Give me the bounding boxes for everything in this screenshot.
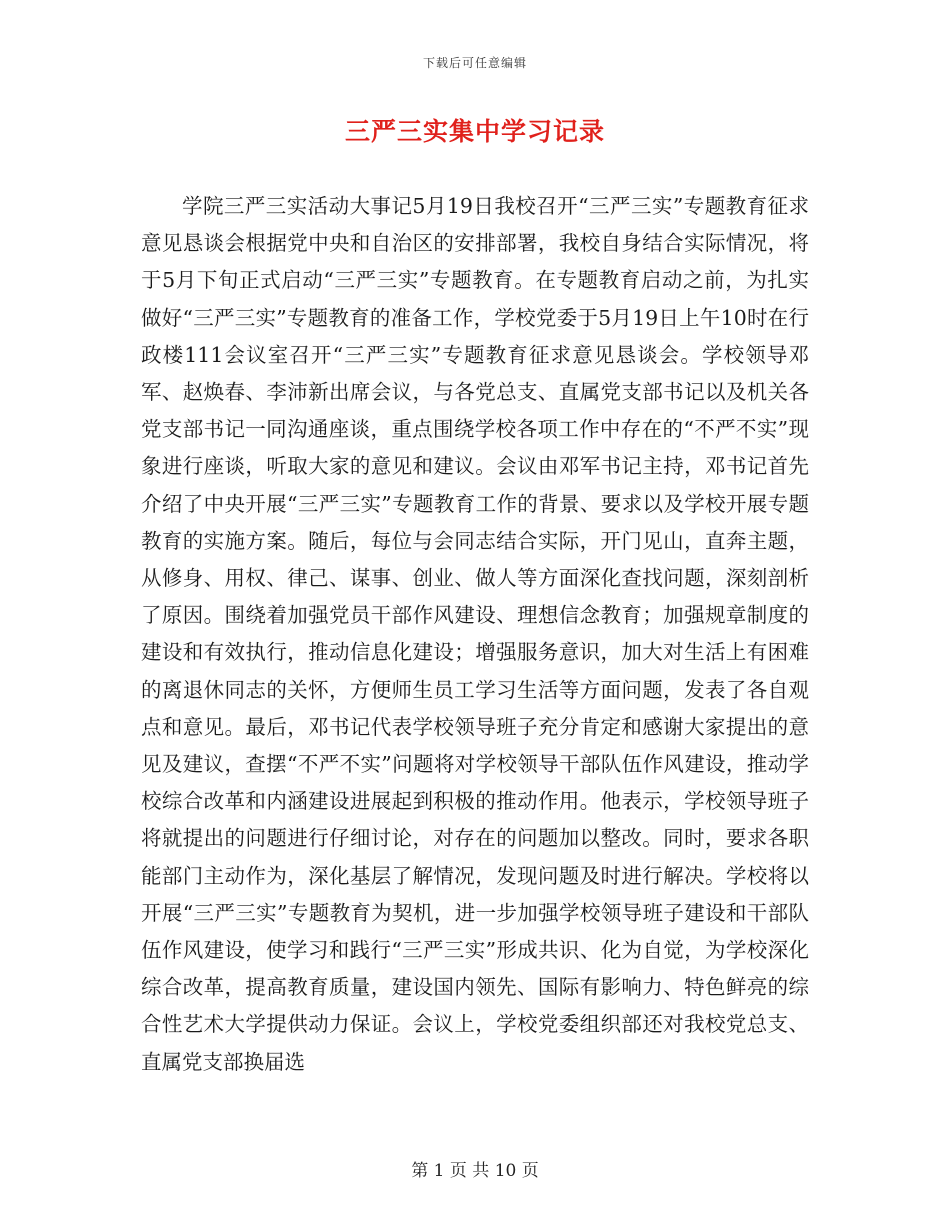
document-title: 三严三实集中学习记录	[344, 117, 605, 146]
body-paragraph: 学院三严三实活动大事记5月19日我校召开“三严三实”专题教育征求意见恳谈会根据党中央和自治区的安排部署，我校自身结合实际情况，将于5月下旬正式启动“三严三实”专题教育。在专题教育启动之前，为扎实做好“三严三实”专题教育的准备工作，学校党委于5月19日上午10时在行政楼111会议室召开“三严三实”专题教育征求意见恳谈会。学校领导邓军、赵焕春、李沛新出席会议，与各党总支、直属党支部书记以及机关各党支部书记一同沟通座谈，重点围绕学校各项工作中存在的“不严不实”现象进行座谈，听取大家的意见和建议。会议由邓军书记主持，邓书记首先介绍了中央开展“三严三实”专题教育工作的背景、要求以及学校开展专题教育的实施方案。随后，每位与会同志结合实际，开门见山，直奔主题，从修身、用权、律己、谋事、创业、做人等方面深化查找问题，深刻剖析了原因。围绕着加强党员干部作风建设、理想信念教育；加强规章制度的建设和有效执行，推动信息化建设；增强服务意识，加大对生活上有困难的离退休同志的关怀，方便师生员工学习生活等方面问题，发表了各自观点和意见。最后，邓书记代表学校领导班子充分肯定和感谢大家提出的意见及建议，查摆“不严不实”问题将对学校领导干部队伍作风建设，推动学校综合改革和内涵建设进展起到积极的推动作用。他表示，学校领导班子将就提出的问题进行仔细讨论，对存在的问题加以整改。同时，要求各职能部门主动作为，深化基层了解情况，发现问题及时进行解决。学校将以开展“三严三实”专题教育为契机，进一步加强学校领导班子建设和干部队伍作风建设，使学习和践行“三严三实”形成共识、化为自觉，为学校深化综合改革，提高教育质量，建设国内领先、国际有影响力、特色鲜亮的综合性艺术大学提供动力保证。会议上，学校党委组织部还对我校党总支、直属党支部换届选	[141, 194, 809, 1074]
page-header-note: 下载后可任意编辑	[422, 56, 527, 70]
page-number: 第 1 页 共 10 页	[411, 1161, 539, 1181]
